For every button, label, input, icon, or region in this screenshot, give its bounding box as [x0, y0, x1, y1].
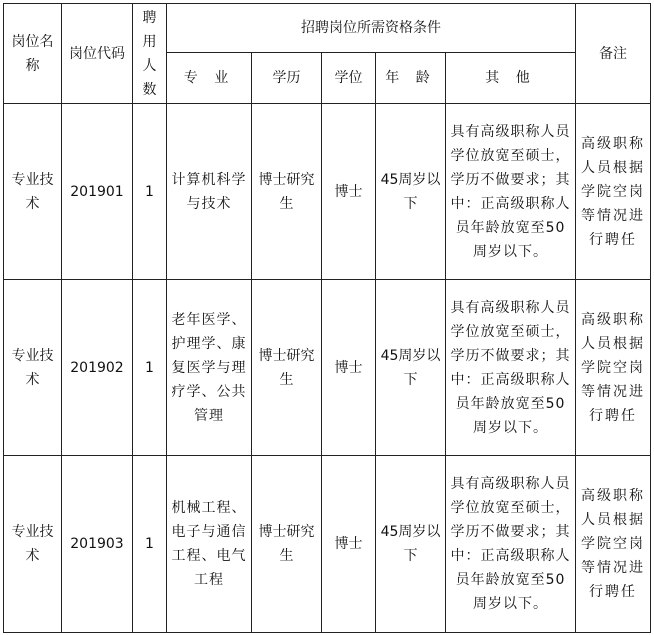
header-row-1: [4, 4, 651, 53]
cell-education: 博士研究生: [252, 280, 322, 456]
cell-degree: 博士: [322, 456, 376, 633]
header-headcount-char: 人: [142, 57, 157, 74]
cell-education: 博士研究生: [252, 104, 322, 280]
cell-major: 机械工程、电子与通信工程、电气工程: [167, 456, 252, 633]
cell-remark: 高级职称人员根据学院空岗等情况进行聘任: [576, 104, 651, 280]
cell-age: 45周岁以下: [376, 456, 446, 633]
cell-degree: 博士: [322, 280, 376, 456]
header-post-code: 岗位代码: [62, 4, 133, 104]
cell-post-code: 201903: [62, 456, 133, 633]
cell-major: 计算机科学与技术: [167, 104, 252, 280]
cell-remark: 高级职称人员根据学院空岗等情况进行聘任: [576, 456, 651, 633]
header-other: 其 他: [446, 53, 576, 104]
header-headcount-char: 聘: [142, 9, 157, 26]
header-remark: 备注: [576, 4, 651, 104]
cell-post-code: 201901: [62, 104, 133, 280]
cell-headcount: 1: [133, 456, 167, 633]
header-headcount-char: 用: [142, 33, 157, 50]
header-headcount-char: 数: [142, 81, 157, 98]
cell-other: 具有高级职称人员学位放宽至硕士，学历不做要求；其中：正高级职称人员年龄放宽至50周岁以下。: [446, 104, 576, 280]
cell-other: 具有高级职称人员学位放宽至硕士，学历不做要求；其中：正高级职称人员年龄放宽至50周岁以下。: [446, 456, 576, 633]
cell-education: 博士研究生: [252, 456, 322, 633]
cell-age: 45周岁以下: [376, 104, 446, 280]
cell-post-name: 专业技术: [4, 456, 62, 633]
cell-major: 老年医学、护理学、康复医学与理疗学、公共管理: [167, 280, 252, 456]
cell-post-name: 专业技术: [4, 104, 62, 280]
header-post-name: 岗位名称: [4, 4, 62, 104]
table-row: [4, 104, 651, 280]
cell-headcount: 1: [133, 104, 167, 280]
table-row: [4, 280, 651, 456]
cell-post-name: 专业技术: [4, 280, 62, 456]
cell-remark: 高级职称人员根据学院空岗等情况进行聘任: [576, 280, 651, 456]
header-major: 专 业: [167, 53, 252, 104]
cell-age: 45周岁以下: [376, 280, 446, 456]
table-row: [4, 456, 651, 633]
header-headcount: [133, 4, 167, 104]
cell-degree: 博士: [322, 104, 376, 280]
header-age: 年 龄: [376, 53, 446, 104]
recruitment-table: [3, 3, 651, 633]
cell-other: 具有高级职称人员学位放宽至硕士，学历不做要求；其中：正高级职称人员年龄放宽至50周岁以下。: [446, 280, 576, 456]
cell-headcount: 1: [133, 280, 167, 456]
header-conditions: 招聘岗位所需资格条件: [167, 4, 576, 53]
header-degree: 学位: [322, 53, 376, 104]
cell-post-code: 201902: [62, 280, 133, 456]
header-education: 学历: [252, 53, 322, 104]
